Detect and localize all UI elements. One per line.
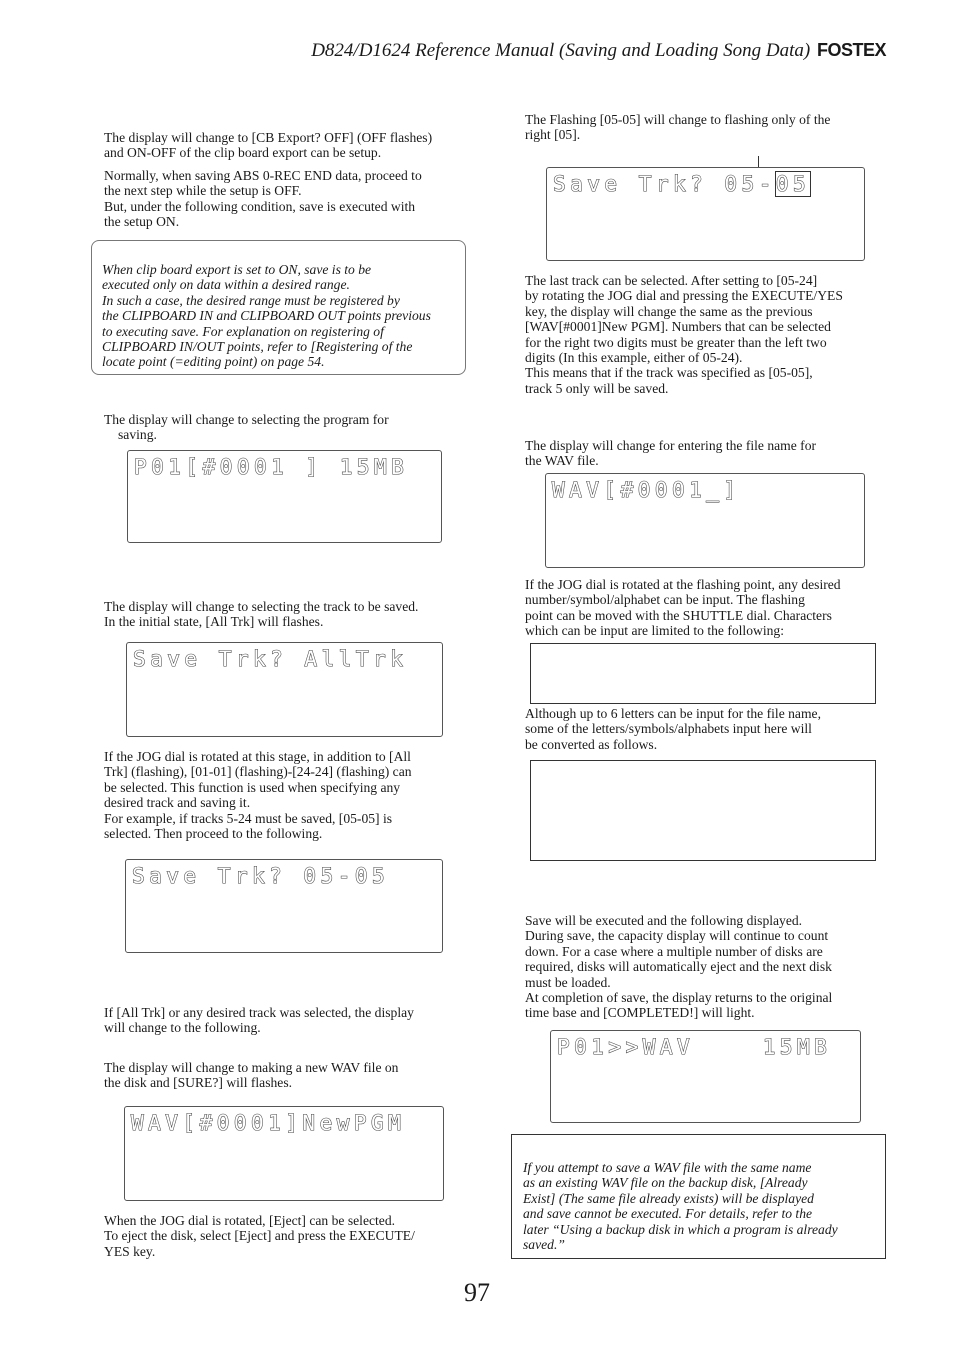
lcd-text-completed: P01>>WAV 15MB xyxy=(557,1035,832,1059)
lcd-display-newpgm xyxy=(124,1106,444,1201)
file-name-text: The display will change for entering the file name for the WAV file. xyxy=(525,438,817,469)
lcd-display-alltrk xyxy=(126,642,443,737)
clipboard-note-text: When clip board export is set to ON, save is to be executed only on data within a desired range. In such a case, the desired range must be registered by the CLIPBOARD IN and CLIPBOARD OUT points previous to executing save. For explanation on registering of CLIPBOARD IN/OUT points, refer to [Registering of the locate point (=editing point) on page 54. xyxy=(102,262,431,370)
select-track-text: The display will change to selecting the track to be saved. In the initial state, [All Trk] will flashes. xyxy=(104,599,419,630)
eject-text: When the JOG dial is rotated, [Eject] can be selected. To eject the disk, select [Eject] and press the EXECUTE/ YES key. xyxy=(104,1213,415,1259)
same-name-note-text: If you attempt to save a WAV file with the same name as an existing WAV file on the backup disk, [Already Exist] (The same file already exists) will be displayed and save cannot be executed. For details, refer to the later “Using a backup disk in which a program is already saved.” xyxy=(523,1160,838,1253)
input-chars-text: If the JOG dial is rotated at the flashing point, any desired number/symbol/alphabet can be input. The flashing point can be moved with the SHUTTLE dial. Characters which can be input are limited to the following: xyxy=(525,577,841,639)
same-name-note-box xyxy=(511,1134,886,1259)
flashing-right-text: The Flashing [05-05] will change to flashing only of the right [05]. xyxy=(525,112,831,143)
last-track-text: The last track can be selected. After setting to [05-24] by rotating the JOG dial and pressing the EXECUTE/YES key, the display will change the same as the previous [WAV[#0001]New PGM]. Numbers that can be selected for the right two digits must be greater than the left two digits (In this example, either of 05-24). This means that if the track was specified as [05-05], track 5 only will be saved. xyxy=(525,273,843,396)
new-wav-text: The display will change to making a new WAV file on the disk and [SURE?] will flashes. xyxy=(104,1060,399,1091)
jog-dial-track-text: If the JOG dial is rotated at this stage, in addition to [All Trk] (flashing), [01-01] (flashing)-[24-24] (flashing) can be selected. This function is used when specifying any desired track and saving it. For example, if tracks 5-24 must be saved, [05-05] is selected. Then proceed to the following. xyxy=(104,749,412,842)
page-header xyxy=(311,40,886,62)
lcd-display-track-05 xyxy=(125,859,443,953)
track-selected-text: If [All Trk] or any desired track was selected, the display will change to the following. xyxy=(104,1005,414,1036)
lcd-display-track-right xyxy=(546,167,865,261)
lcd-text-track-right xyxy=(553,172,810,196)
save-executed-text: Save will be executed and the following displayed. During save, the capacity display will continue to count down. For a case where a multiple number of disks are required, disks will automatically eject and the next disk must be loaded. At completion of save, the display returns to the original time base and [COMPLETED!] will light. xyxy=(525,913,833,1021)
lcd-display-wav-name xyxy=(545,473,865,568)
manual-title: D824/D1624 Reference Manual (Saving and Loading Song Data) xyxy=(311,40,811,61)
allowed-chars-box xyxy=(530,643,876,704)
fostex-logo: FOSTEX xyxy=(816,40,886,60)
lcd-text-newpgm: WAV[#0001]NewPGM xyxy=(131,1111,406,1135)
clipboard-note-box xyxy=(91,240,466,375)
lcd-text-track-05: Save Trk? 05-05 xyxy=(132,864,390,888)
lcd-text-track-right-main: Save Trk? 05- xyxy=(553,172,776,196)
conversion-text: Although up to 6 letters can be input for the file name, some of the letters/symbols/alphabets input here will be converted as follows. xyxy=(525,706,821,752)
lcd-display-program xyxy=(127,450,442,543)
select-program-text: The display will change to selecting the program for saving. xyxy=(104,412,389,443)
conversion-table-box xyxy=(530,760,876,861)
cb-export-intro: The display will change to [CB Export? OFF] (OFF flashes) and ON-OFF of the clip board export can be setup. xyxy=(104,130,433,161)
page-number: 97 xyxy=(464,1278,490,1307)
lcd-text-program: P01[#0001 ] 15MB xyxy=(134,455,409,479)
cb-export-normal-text: Normally, when saving ABS 0-REC END data, proceed to the next step while the setup is OFF. But, under the following condition, save is executed with the setup ON. xyxy=(104,168,422,230)
lcd-text-track-right-highlight: 05 xyxy=(775,172,811,196)
lcd-text-alltrk: Save Trk? AllTrk xyxy=(133,647,408,671)
lcd-display-completed xyxy=(550,1030,861,1123)
lcd-text-wav-name: WAV[#0001_] xyxy=(552,478,741,502)
